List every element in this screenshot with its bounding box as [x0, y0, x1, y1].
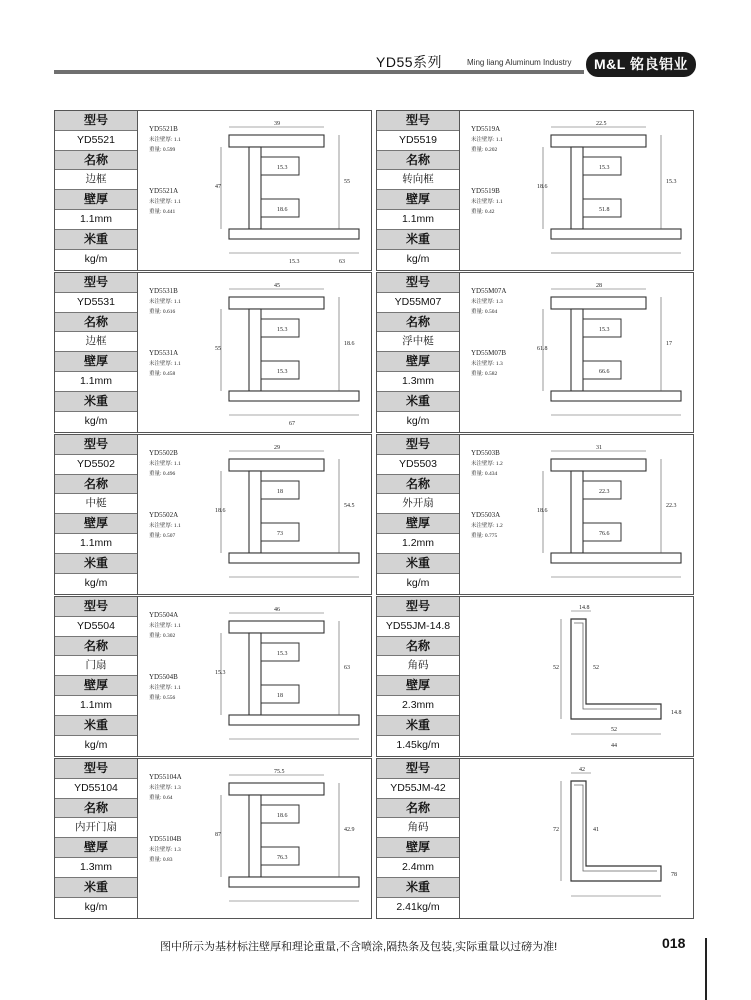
spec-column — [55, 273, 138, 432]
profile-panel — [54, 272, 372, 433]
weight-value: kg/m — [406, 252, 430, 265]
name-label: 名称 — [55, 151, 137, 171]
model-value: YD55104 — [55, 779, 137, 799]
part-weight: 重量: 0.504 — [471, 309, 498, 315]
part-wall-thickness: 未注壁厚: 1.1 — [149, 523, 181, 529]
dimension-label: 28 — [596, 283, 602, 289]
wall-thickness-value: 1.1mm — [377, 210, 459, 230]
part-code: YD5519B — [471, 187, 500, 195]
model-label: 型号 — [377, 273, 459, 293]
weight-label: 米重 — [377, 878, 459, 898]
weight-label: 米重 — [55, 716, 137, 736]
name-value: 边框 — [55, 332, 137, 352]
weight-value: kg/m — [84, 414, 108, 427]
part-code: YD5521A — [149, 187, 179, 195]
dimension-label: 18 — [277, 489, 283, 495]
weight-label: 米重 — [377, 716, 459, 736]
dimension-label: 44 — [611, 743, 617, 749]
part-wall-thickness: 未注壁厚: 1.1 — [149, 299, 181, 305]
dimension-label: 76.6 — [599, 531, 610, 537]
wall-thickness-label: 壁厚 — [377, 514, 459, 534]
model-label: 型号 — [377, 759, 459, 779]
part-wall-thickness: 未注壁厚: 1.3 — [471, 361, 503, 367]
spec-column — [55, 597, 138, 756]
dimension-label: 87 — [215, 832, 221, 838]
profile-panel — [54, 758, 372, 919]
wall-thickness-value: 2.3mm — [377, 696, 459, 716]
weight-label: 米重 — [55, 554, 137, 574]
profile-drawing — [461, 761, 689, 915]
part-weight: 重量: 0.507 — [149, 533, 176, 539]
name-value: 角码 — [377, 656, 459, 676]
part-weight: 重量: 0.434 — [471, 471, 498, 477]
wall-thickness-value: 1.1mm — [55, 534, 137, 554]
corner-profile — [571, 619, 661, 719]
model-label: 型号 — [377, 435, 459, 455]
part-wall-thickness: 未注壁厚: 1.2 — [471, 461, 503, 467]
part-code: YD5504B — [149, 673, 178, 681]
name-label: 名称 — [55, 637, 137, 657]
part-wall-thickness: 未注壁厚: 1.1 — [149, 199, 181, 205]
dimension-label: 55 — [215, 346, 221, 352]
dimension-label: 22.5 — [596, 121, 607, 127]
wall-thickness-label: 壁厚 — [55, 676, 137, 696]
part-code: YD5503B — [471, 449, 500, 457]
profile-drawing — [139, 437, 367, 591]
profile-drawing — [461, 275, 689, 429]
model-value: YD55JM-14.8 — [377, 617, 459, 637]
dimension-label: 15.3 — [289, 259, 300, 265]
profile-bottom-flange — [229, 229, 359, 239]
spec-column — [377, 435, 460, 594]
weight-value: kg/m — [84, 900, 108, 913]
name-label: 名称 — [55, 475, 137, 495]
dimension-label: 15.3 — [277, 327, 288, 333]
part-wall-thickness: 未注壁厚: 1.1 — [149, 685, 181, 691]
dimension-label: 75.5 — [274, 769, 285, 775]
profile-drawing — [139, 599, 367, 753]
dimension-label: 42.9 — [344, 827, 355, 833]
profile-top-flange — [551, 135, 646, 147]
weight-value: 1.45kg/m — [396, 738, 440, 751]
dimension-label: 39 — [274, 121, 280, 127]
weight-value: kg/m — [84, 576, 108, 589]
page-number: 018 — [662, 935, 686, 951]
wall-thickness-value: 1.2mm — [377, 534, 459, 554]
model-value: YD5531 — [55, 293, 137, 313]
part-wall-thickness: 未注壁厚: 1.3 — [149, 847, 181, 853]
part-wall-thickness: 未注壁厚: 1.1 — [471, 137, 503, 143]
model-value: YD5503 — [377, 455, 459, 475]
footer-note: 图中所示为基材标注壁厚和理论重量,不含喷涂,隔热条及包装,实际重量以过磅为准! — [160, 941, 558, 953]
dimension-label: 63 — [344, 665, 350, 671]
part-wall-thickness: 未注壁厚: 1.2 — [471, 523, 503, 529]
dimension-label: 18.6 — [277, 813, 288, 819]
model-value: YD5502 — [55, 455, 137, 475]
wall-thickness-value: 1.1mm — [55, 210, 137, 230]
dimension-label: 18.6 — [277, 207, 288, 213]
profile-drawing — [139, 761, 367, 915]
model-label: 型号 — [55, 597, 137, 617]
name-value: 中梃 — [55, 494, 137, 514]
part-code: YD5502B — [149, 449, 178, 457]
dimension-label: 17 — [666, 341, 672, 347]
profile-web — [571, 471, 583, 553]
wall-thickness-value: 1.3mm — [377, 372, 459, 392]
name-value: 角码 — [377, 818, 459, 838]
part-code: YD5502A — [149, 511, 179, 519]
profile-panel — [54, 596, 372, 757]
model-value: YD55JM-42 — [377, 779, 459, 799]
company-english-name: Ming liang Aluminum Industry — [467, 58, 572, 67]
profile-top-flange — [229, 297, 324, 309]
name-label: 名称 — [377, 799, 459, 819]
profile-drawing — [139, 113, 367, 267]
weight-value: 2.41kg/m — [396, 900, 440, 913]
dimension-label: 73 — [277, 531, 283, 537]
model-label: 型号 — [55, 759, 137, 779]
part-weight: 重量: 0.202 — [471, 147, 498, 153]
profile-bottom-flange — [229, 715, 359, 725]
weight-value: kg/m — [84, 252, 108, 265]
profile-bottom-flange — [229, 391, 359, 401]
weight-label: 米重 — [377, 392, 459, 412]
part-code: YD55M07B — [471, 349, 507, 357]
profile-bottom-flange — [551, 391, 681, 401]
profile-web — [249, 471, 261, 553]
profile-bottom-flange — [551, 553, 681, 563]
profile-panel — [376, 272, 694, 433]
model-label: 型号 — [55, 111, 137, 131]
part-weight: 重量: 0.42 — [471, 209, 495, 215]
part-weight: 重量: 0.458 — [149, 371, 176, 377]
name-label: 名称 — [377, 475, 459, 495]
name-value: 外开扇 — [377, 494, 459, 514]
part-code: YD55104A — [149, 773, 182, 781]
dimension-label: 15.3 — [599, 165, 610, 171]
profile-top-flange — [551, 459, 646, 471]
profile-panel — [54, 110, 372, 271]
dimension-label: 52 — [553, 665, 559, 671]
dimension-label: 15.3 — [599, 327, 610, 333]
dimension-label: 18.6 — [344, 341, 355, 347]
name-value: 门扇 — [55, 656, 137, 676]
name-label: 名称 — [377, 313, 459, 333]
weight-label: 米重 — [55, 392, 137, 412]
name-label: 名称 — [377, 151, 459, 171]
name-value: 边框 — [55, 170, 137, 190]
wall-thickness-label: 壁厚 — [377, 190, 459, 210]
name-value: 浮中梃 — [377, 332, 459, 352]
company-logo: M&L 铭良铝业 — [586, 52, 696, 77]
part-code: YD5519A — [471, 125, 501, 133]
model-value: YD5504 — [55, 617, 137, 637]
part-code: YD5521B — [149, 125, 178, 133]
model-value: YD5519 — [377, 131, 459, 151]
wall-thickness-label: 壁厚 — [377, 352, 459, 372]
dimension-label: 22.3 — [666, 503, 677, 509]
dimension-label: 14.8 — [671, 710, 682, 716]
dimension-label: 47 — [215, 184, 221, 190]
part-wall-thickness: 未注壁厚: 1.1 — [149, 361, 181, 367]
spec-column — [55, 435, 138, 594]
wall-thickness-label: 壁厚 — [377, 838, 459, 858]
corner-profile — [571, 781, 661, 881]
dimension-label: 66.6 — [599, 369, 610, 375]
part-weight: 重量: 0.582 — [471, 371, 498, 377]
weight-label: 米重 — [55, 230, 137, 250]
profile-panel — [376, 110, 694, 271]
part-code: YD55104B — [149, 835, 182, 843]
wall-thickness-label: 壁厚 — [55, 190, 137, 210]
part-weight: 重量: 0.302 — [149, 633, 176, 639]
page-rule — [705, 938, 707, 1000]
dimension-label: 14.8 — [579, 605, 590, 611]
series-title: YD55系列 — [376, 54, 443, 70]
profile-bottom-flange — [229, 553, 359, 563]
dimension-label: 18 — [277, 693, 283, 699]
part-weight: 重量: 0.496 — [149, 471, 176, 477]
dimension-label: 51.8 — [599, 207, 610, 213]
wall-thickness-value: 2.4mm — [377, 858, 459, 878]
wall-thickness-label: 壁厚 — [55, 352, 137, 372]
profile-top-flange — [229, 135, 324, 147]
profile-top-flange — [229, 621, 324, 633]
dimension-label: 42 — [579, 767, 585, 773]
wall-thickness-value: 1.3mm — [55, 858, 137, 878]
weight-value: kg/m — [406, 576, 430, 589]
profile-panel — [376, 596, 694, 757]
weight-label: 米重 — [377, 230, 459, 250]
dimension-label: 22.3 — [599, 489, 610, 495]
dimension-label: 41 — [593, 827, 599, 833]
spec-column — [377, 759, 460, 918]
profile-panel — [376, 758, 694, 919]
profile-top-flange — [551, 297, 646, 309]
dimension-label: 72 — [553, 827, 559, 833]
model-label: 型号 — [55, 273, 137, 293]
dimension-label: 61.8 — [537, 346, 548, 352]
profile-drawing — [461, 437, 689, 591]
weight-value: kg/m — [84, 738, 108, 751]
header-rule — [54, 70, 584, 74]
wall-thickness-label: 壁厚 — [55, 838, 137, 858]
dimension-label: 46 — [274, 607, 280, 613]
profile-bottom-flange — [229, 877, 359, 887]
model-value: YD55M07 — [377, 293, 459, 313]
dimension-label: 67 — [289, 421, 295, 427]
part-wall-thickness: 未注壁厚: 1.3 — [471, 299, 503, 305]
part-wall-thickness: 未注壁厚: 1.1 — [149, 623, 181, 629]
part-code: YD5531A — [149, 349, 179, 357]
dimension-label: 29 — [274, 445, 280, 451]
model-value: YD5521 — [55, 131, 137, 151]
name-label: 名称 — [377, 637, 459, 657]
dimension-label: 15.3 — [277, 651, 288, 657]
profile-web — [249, 633, 261, 715]
wall-thickness-label: 壁厚 — [55, 514, 137, 534]
dimension-label: 45 — [274, 283, 280, 289]
profile-top-flange — [229, 783, 324, 795]
dimension-label: 18.6 — [215, 508, 226, 514]
wall-thickness-label: 壁厚 — [377, 676, 459, 696]
weight-label: 米重 — [377, 554, 459, 574]
dimension-label: 63 — [339, 259, 345, 265]
wall-thickness-value: 1.1mm — [55, 372, 137, 392]
part-code: YD5531B — [149, 287, 178, 295]
profile-web — [249, 309, 261, 391]
model-label: 型号 — [377, 111, 459, 131]
profile-web — [571, 147, 583, 229]
weight-label: 米重 — [55, 878, 137, 898]
part-wall-thickness: 未注壁厚: 1.1 — [149, 461, 181, 467]
profile-web — [571, 309, 583, 391]
part-code: YD5503A — [471, 511, 501, 519]
part-code: YD55M07A — [471, 287, 507, 295]
dimension-label: 76.3 — [277, 855, 288, 861]
part-weight: 重量: 0.64 — [149, 795, 173, 801]
weight-value: kg/m — [406, 414, 430, 427]
part-weight: 重量: 0.616 — [149, 309, 176, 315]
dimension-label: 15.3 — [277, 165, 288, 171]
part-wall-thickness: 未注壁厚: 1.3 — [149, 785, 181, 791]
profile-drawing — [139, 275, 367, 429]
spec-column — [55, 111, 138, 270]
profile-drawing — [461, 113, 689, 267]
model-label: 型号 — [377, 597, 459, 617]
part-weight: 重量: 0.441 — [149, 209, 176, 215]
wall-thickness-value: 1.1mm — [55, 696, 137, 716]
part-code: YD5504A — [149, 611, 179, 619]
dimension-label: 78 — [671, 872, 677, 878]
name-label: 名称 — [55, 313, 137, 333]
part-weight: 重量: 0.556 — [149, 695, 176, 701]
name-label: 名称 — [55, 799, 137, 819]
name-value: 转向框 — [377, 170, 459, 190]
model-label: 型号 — [55, 435, 137, 455]
spec-column — [377, 111, 460, 270]
profile-top-flange — [229, 459, 324, 471]
spec-column — [377, 273, 460, 432]
dimension-label: 31 — [596, 445, 602, 451]
part-weight: 重量: 0.83 — [149, 857, 173, 863]
dimension-label: 15.3 — [666, 179, 677, 185]
part-wall-thickness: 未注壁厚: 1.1 — [149, 137, 181, 143]
part-weight: 重量: 0.599 — [149, 147, 176, 153]
dimension-label: 52 — [593, 665, 599, 671]
name-value: 内开门扇 — [55, 818, 137, 838]
dimension-label: 55 — [344, 179, 350, 185]
dimension-label: 52 — [611, 727, 617, 733]
spec-column — [377, 597, 460, 756]
part-weight: 重量: 0.775 — [471, 533, 498, 539]
dimension-label: 54.5 — [344, 503, 355, 509]
part-wall-thickness: 未注壁厚: 1.1 — [471, 199, 503, 205]
profile-web — [249, 147, 261, 229]
dimension-label: 15.3 — [215, 670, 226, 676]
profile-web — [249, 795, 261, 877]
profile-panel — [54, 434, 372, 595]
spec-column — [55, 759, 138, 918]
profile-bottom-flange — [551, 229, 681, 239]
dimension-label: 18.6 — [537, 184, 548, 190]
profile-drawing — [461, 599, 689, 753]
profile-panel — [376, 434, 694, 595]
dimension-label: 18.6 — [537, 508, 548, 514]
dimension-label: 15.3 — [277, 369, 288, 375]
